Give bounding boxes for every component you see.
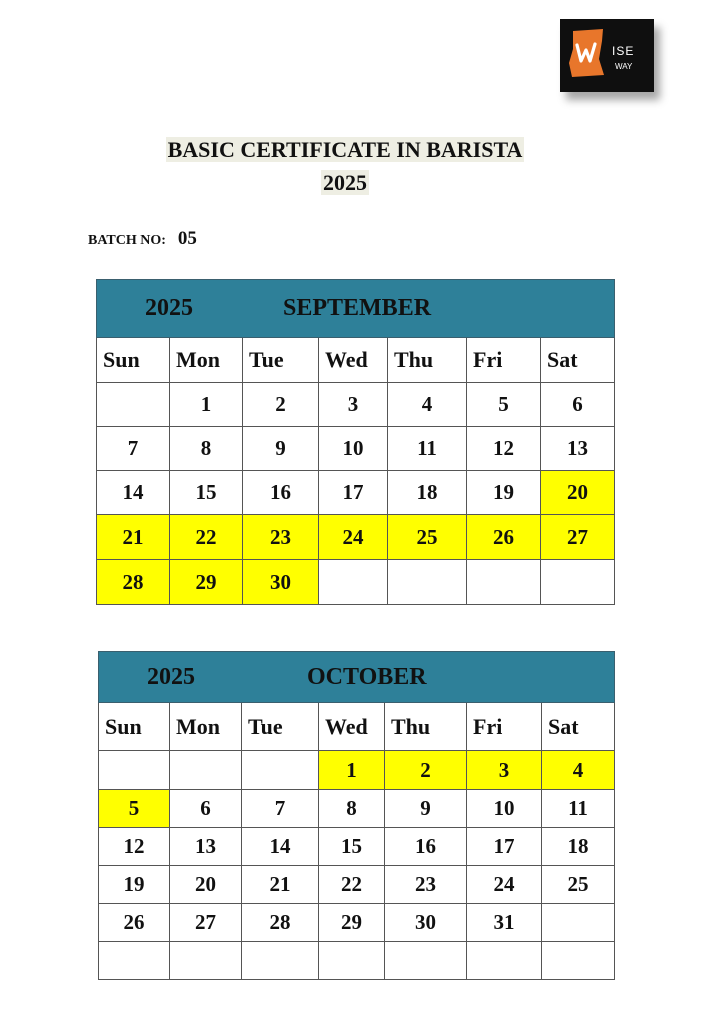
day-cell: 6 [541, 383, 615, 427]
calendar-year: 2025 [147, 663, 195, 690]
day-name-sat: Sat [542, 703, 615, 751]
day-cell: 1 [319, 751, 385, 790]
day-cell: 24 [319, 515, 388, 560]
empty-cell [542, 904, 615, 942]
w-brush-mark [560, 19, 610, 92]
day-cell: 27 [541, 515, 615, 560]
day-cell: 13 [170, 828, 242, 866]
day-cell: 20 [170, 866, 242, 904]
week-row [99, 904, 615, 942]
day-cell: 29 [170, 560, 243, 605]
calendar-september [96, 279, 615, 605]
wiseway-logo [560, 19, 654, 92]
week-row [97, 427, 615, 471]
empty-cell [319, 560, 388, 605]
day-cell: 2 [243, 383, 319, 427]
empty-cell [467, 942, 542, 980]
day-cell: 30 [385, 904, 467, 942]
day-name-tue: Tue [243, 338, 319, 383]
day-cell: 5 [99, 790, 170, 828]
empty-cell [541, 560, 615, 605]
day-cell: 31 [467, 904, 542, 942]
week-row [97, 383, 615, 427]
day-cell: 10 [319, 427, 388, 471]
day-cell: 4 [388, 383, 467, 427]
week-row [97, 471, 615, 515]
document-year [0, 170, 690, 196]
empty-cell [242, 942, 319, 980]
day-cell: 26 [467, 515, 541, 560]
empty-cell [385, 942, 467, 980]
day-cell: 14 [97, 471, 170, 515]
day-cell: 9 [243, 427, 319, 471]
empty-cell [99, 942, 170, 980]
day-cell: 27 [170, 904, 242, 942]
day-cell: 16 [385, 828, 467, 866]
empty-cell [388, 560, 467, 605]
day-cell: 15 [170, 471, 243, 515]
day-names-row [99, 703, 615, 751]
week-row [97, 560, 615, 605]
day-cell: 18 [388, 471, 467, 515]
day-name-fri: Fri [467, 338, 541, 383]
day-cell: 22 [170, 515, 243, 560]
empty-cell [542, 942, 615, 980]
empty-cell [97, 383, 170, 427]
day-cell: 7 [97, 427, 170, 471]
day-cell: 6 [170, 790, 242, 828]
batch-label: BATCH NO: [88, 233, 166, 248]
batch-number [88, 228, 197, 250]
day-name-thu: Thu [385, 703, 467, 751]
empty-cell [242, 751, 319, 790]
day-cell: 13 [541, 427, 615, 471]
day-cell: 11 [542, 790, 615, 828]
day-cell: 2 [385, 751, 467, 790]
day-cell: 9 [385, 790, 467, 828]
day-cell: 17 [319, 471, 388, 515]
day-cell: 3 [319, 383, 388, 427]
week-row [99, 790, 615, 828]
day-cell: 14 [242, 828, 319, 866]
calendar-october [98, 651, 615, 980]
day-cell: 23 [243, 515, 319, 560]
day-cell: 19 [99, 866, 170, 904]
day-name-sat: Sat [541, 338, 615, 383]
day-name-wed: Wed [319, 338, 388, 383]
title-line-1: BASIC CERTIFICATE IN BARISTA [167, 137, 523, 162]
calendar-month: SEPTEMBER [283, 295, 432, 321]
day-cell: 19 [467, 471, 541, 515]
day-cell: 28 [242, 904, 319, 942]
day-cell: 23 [385, 866, 467, 904]
day-name-mon: Mon [170, 338, 243, 383]
day-name-mon: Mon [170, 703, 242, 751]
week-row [99, 751, 615, 790]
calendar-header [99, 652, 615, 703]
day-cell: 3 [467, 751, 542, 790]
day-cell: 25 [542, 866, 615, 904]
day-cell: 1 [170, 383, 243, 427]
day-names-row [97, 338, 615, 383]
day-cell: 22 [319, 866, 385, 904]
day-cell: 12 [99, 828, 170, 866]
day-cell: 17 [467, 828, 542, 866]
day-cell: 10 [467, 790, 542, 828]
week-row [99, 828, 615, 866]
week-row [99, 866, 615, 904]
logo-name-top: ISE [612, 44, 635, 58]
batch-value: 05 [177, 228, 197, 249]
day-name-tue: Tue [242, 703, 319, 751]
day-name-thu: Thu [388, 338, 467, 383]
empty-cell [319, 942, 385, 980]
day-cell: 8 [319, 790, 385, 828]
week-row [99, 942, 615, 980]
day-cell: 21 [97, 515, 170, 560]
day-name-sun: Sun [99, 703, 170, 751]
day-cell: 7 [242, 790, 319, 828]
day-name-sun: Sun [97, 338, 170, 383]
empty-cell [170, 751, 242, 790]
empty-cell [170, 942, 242, 980]
day-cell: 11 [388, 427, 467, 471]
day-cell: 18 [542, 828, 615, 866]
day-cell: 21 [242, 866, 319, 904]
document-title [0, 137, 690, 163]
day-cell: 8 [170, 427, 243, 471]
day-name-wed: Wed [319, 703, 385, 751]
week-row [97, 515, 615, 560]
day-name-fri: Fri [467, 703, 542, 751]
calendar-header [97, 280, 615, 338]
day-cell: 12 [467, 427, 541, 471]
day-cell: 29 [319, 904, 385, 942]
logo-name-bottom: WAY [615, 62, 633, 71]
day-cell: 25 [388, 515, 467, 560]
day-cell: 5 [467, 383, 541, 427]
day-cell: 28 [97, 560, 170, 605]
day-cell: 24 [467, 866, 542, 904]
calendar-year: 2025 [145, 295, 193, 321]
day-cell: 15 [319, 828, 385, 866]
day-cell: 4 [542, 751, 615, 790]
day-cell: 16 [243, 471, 319, 515]
title-line-2: 2025 [323, 170, 367, 195]
day-cell: 20 [541, 471, 615, 515]
empty-cell [99, 751, 170, 790]
day-cell: 30 [243, 560, 319, 605]
day-cell: 26 [99, 904, 170, 942]
calendar-month: OCTOBER [307, 663, 427, 690]
empty-cell [467, 560, 541, 605]
